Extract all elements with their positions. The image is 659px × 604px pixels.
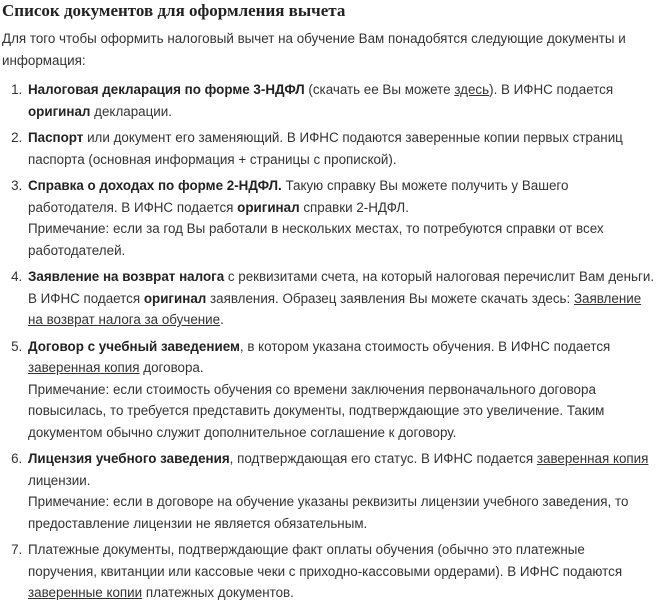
item-text: платежных документов. <box>142 585 294 600</box>
item-bold-text: Договор с учебный заведением <box>28 338 240 354</box>
item-bold-text: оригинал <box>28 103 91 119</box>
item-text: заявления. Образец заявления Вы можете скачать здесь: <box>206 290 574 306</box>
item-bold-text: Справка о доходах по форме 2-НДФЛ. <box>28 178 282 193</box>
intro-paragraph: Для того чтобы оформить налоговый вычет на обучение Вам понадобятся следующие документы и информация: <box>2 31 626 68</box>
list-item-1 <box>26 79 655 122</box>
item-text: . <box>220 312 224 327</box>
item-bold-text: Паспорт <box>28 130 84 145</box>
list-item-5 <box>26 336 655 444</box>
item-text: справки 2-НДФЛ. <box>299 199 409 215</box>
item-bold-text: Налоговая декларация по форме 3-НДФЛ <box>28 82 305 97</box>
documents-list <box>2 79 655 604</box>
item-text: ). В ИФНС подается <box>489 82 614 97</box>
item-note: Примечание: если за год Вы работали в нескольких местах, то потребуются справки от всех работодателей. <box>28 221 604 258</box>
certified-copy-link[interactable]: заверенная копия <box>536 451 649 466</box>
application-sample-link[interactable]: Заявление на возврат налога за обучение <box>28 290 642 327</box>
item-text: Такую справку Вы можете получить у Вашего работодателя. В ИФНС подается <box>28 178 569 215</box>
list-item-7 <box>26 539 655 604</box>
item-text: , в котором указана стоимость обучения. В ИФНС подается <box>239 338 611 354</box>
item-bold-text: оригинал <box>143 290 207 306</box>
item-bold-text: оригинал <box>237 199 300 215</box>
item-text: или документ его заменяющий. В ИФНС подаются заверенные копии первых страниц паспорта (основная информация + страницы с пропиской). <box>28 130 623 167</box>
item-text: , подтверждающая его статус. В ИФНС подается <box>229 451 537 466</box>
item-bold-text: Лицензия учебного заведения <box>28 451 230 466</box>
list-item-6 <box>26 448 655 534</box>
list-item-2 <box>26 127 655 170</box>
item-text: с реквизитами счета, на который налоговая перечислит Вам деньги. В ИФНС подается <box>28 269 655 306</box>
item-text: договора. <box>139 360 204 375</box>
item-note: Примечание: если в договоре на обучение указаны реквизиты лицензии учебного заведения, то предоставление лицензии не является обязательным. <box>28 494 629 531</box>
item-text: лицензии. <box>28 472 91 488</box>
page-title: Список документов для оформления вычета <box>2 1 346 20</box>
certified-copy-link[interactable]: заверенная копия <box>28 360 140 375</box>
item-bold-text: Заявление на возврат налога <box>28 269 225 284</box>
item-text: Платежные документы, подтверждающие факт оплаты обучения (обычно это платежные поручения, квитанции или кассовые чеки с приходно-кассовыми ордерами). В ИФНС подаются <box>28 542 623 579</box>
item-text: (скачать ее Вы можете <box>304 82 455 97</box>
item-text: декларации. <box>90 103 172 119</box>
list-item-3 <box>26 175 655 261</box>
item-note: Примечание: если стоимость обучения со времени заключения первоначального договора повысилась, то требуется представить документы, подтверждающие это увеличение. Таким документом обычно служит дополнительное соглашение к договору. <box>28 381 605 440</box>
certified-copies-link[interactable]: заверенные копии <box>28 585 143 600</box>
download-declaration-link[interactable]: здесь <box>454 82 490 97</box>
list-item-4 <box>26 266 655 331</box>
